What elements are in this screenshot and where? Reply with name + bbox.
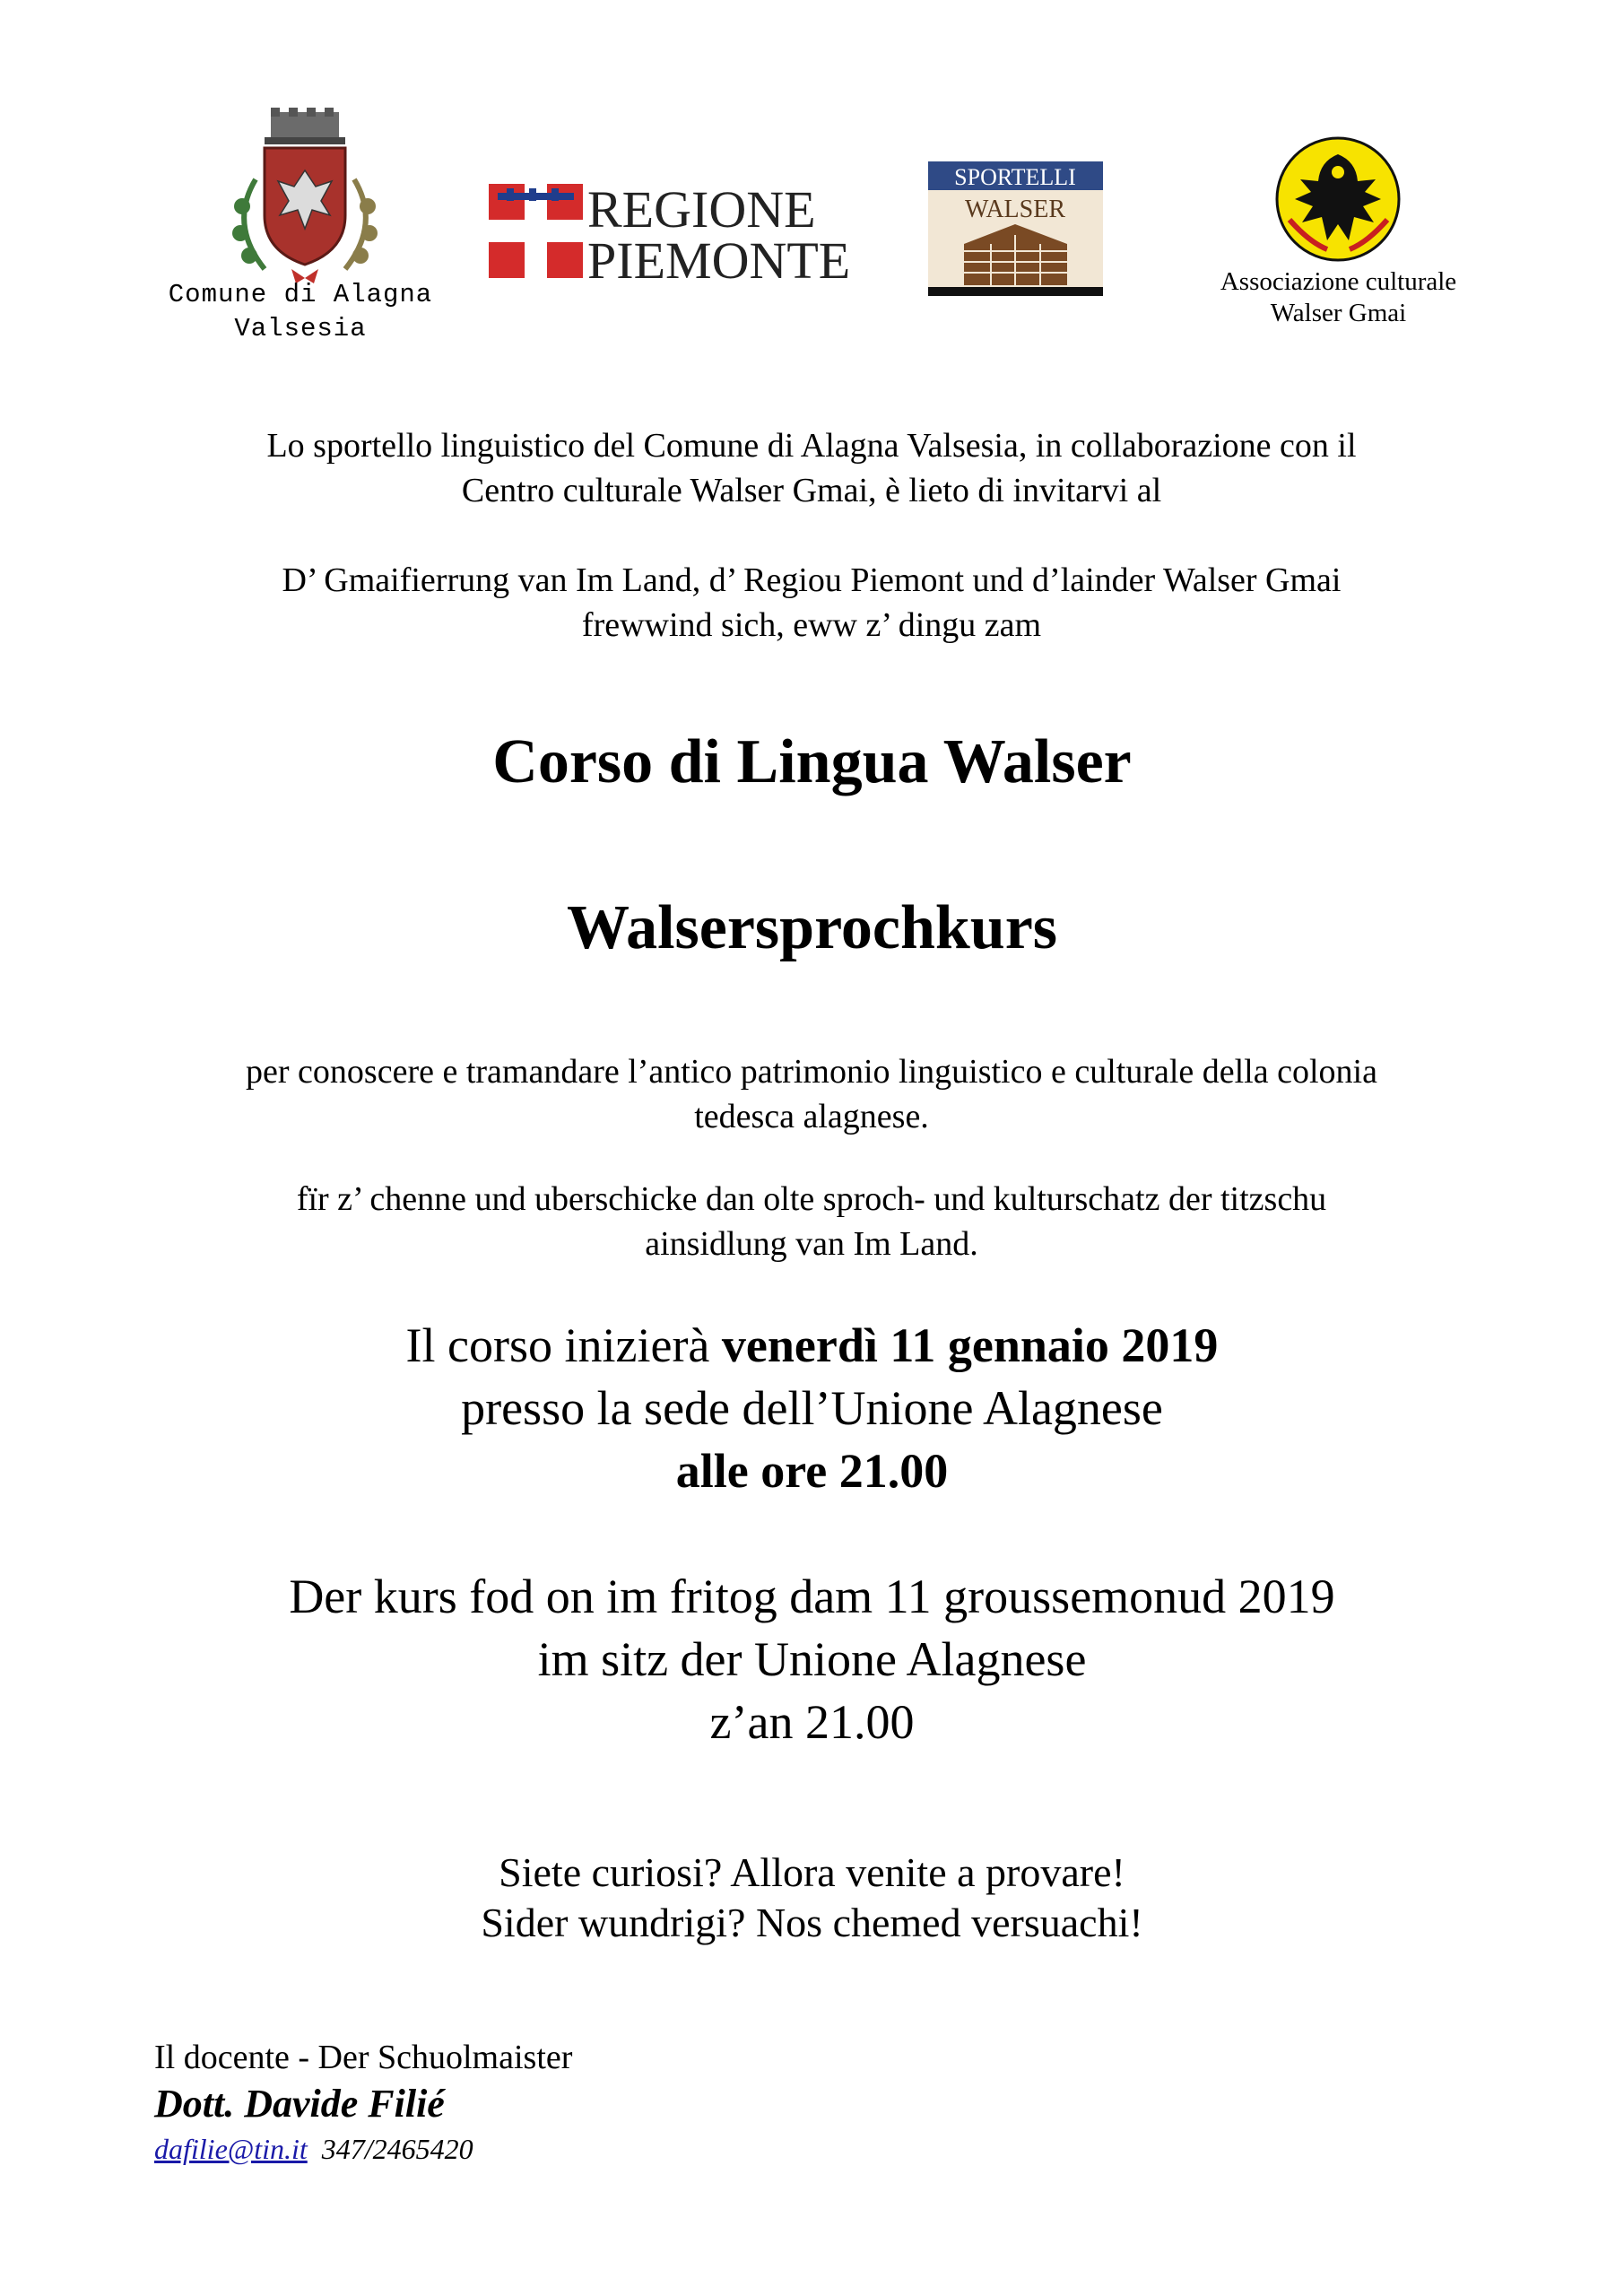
intro-line1: Lo sportello linguistico del Comune di Alagna Valsesia, in collaborazione con il [266,427,1357,465]
sportelli-logo-line2: WALSER [965,196,1065,223]
regione-piemonte-flag-icon [484,175,851,290]
associazione-caption [1193,266,1484,329]
closing-line1: Siete curiosi? Allora venite a provare! [499,1849,1125,1895]
start-italian-time: alle ore 21.00 [675,1444,949,1498]
email-link[interactable]: dafilie@tin.it [154,2133,308,2165]
coat-of-arms-icon [215,108,395,287]
start-walser-line3: z’an 21.00 [709,1695,915,1749]
walser-intro-line2: frewwind sich, eww z’ dingu zam [581,606,1042,644]
sportelli-walser-logo [928,161,1103,296]
description-walser-line1: fïr z’ chenne und uberschicke dan olte sproch- und kulturschatz der titzschu [296,1180,1327,1218]
start-italian-line2: presso la sede dell’Unione Alagnese [461,1381,1163,1435]
walser-gmai-emblem-icon [1273,135,1403,265]
start-info-walser [0,1565,1624,1753]
closing-invitation [0,1848,1624,1948]
start-italian-line1 [0,1314,1624,1377]
signature-role: Il docente - Der Schuolmaister [154,2039,573,2076]
start-info-italian [0,1314,1624,1502]
signature-block [154,2036,872,2169]
intro-paragraph [143,423,1480,513]
regione-logo-line2: PIEMONTE [587,231,851,290]
signature-contact [154,2129,872,2169]
phone-number: 347/2465420 [321,2133,473,2165]
description-walser [143,1177,1480,1266]
page-subtitle: Walsersprochkurs [566,893,1058,962]
comune-caption-line2: Valsesia [234,314,367,344]
associazione-caption-line2: Walser Gmai [1270,299,1407,327]
associazione-caption-line1: Associazione culturale [1220,267,1457,296]
walser-intro-paragraph [143,558,1480,648]
intro-line2: Centro culturale Walser Gmai, è lieto di invitarvi al [461,472,1162,509]
comune-caption-line1: Comune di Alagna [168,280,433,309]
walser-house-icon [928,161,1103,296]
sportelli-logo-line1: SPORTELLI [954,164,1076,190]
start-walser-line2: im sitz der Unione Alagnese [537,1632,1087,1686]
start-italian-prefix: Il corso inizierà [405,1318,722,1372]
start-walser-line1: Der kurs fod on im fritog dam 11 groussemonud 2019 [289,1570,1335,1623]
description-italian [143,1049,1480,1139]
regione-piemonte-logo [484,175,851,290]
start-italian-date: venerdì 11 gennaio 2019 [721,1318,1219,1372]
comune-caption [135,278,466,346]
walser-intro-line1: D’ Gmaifierrung van Im Land, d’ Regiou Piemont und d’lainder Walser Gmai [282,561,1342,599]
page-title: Corso di Lingua Walser [492,727,1132,796]
regione-logo-line1: REGIONE [587,180,816,239]
description-italian-line2: tedesca alagnese. [694,1098,929,1135]
description-italian-line1: per conoscere e tramandare l’antico patrimonio linguistico e culturale della colonia [246,1053,1377,1091]
closing-line2: Sider wundrigi? Nos chemed versuachi! [481,1900,1143,1945]
signature-name: Dott. Davide Filié [154,2082,445,2126]
description-walser-line2: ainsidlung van Im Land. [645,1225,978,1263]
